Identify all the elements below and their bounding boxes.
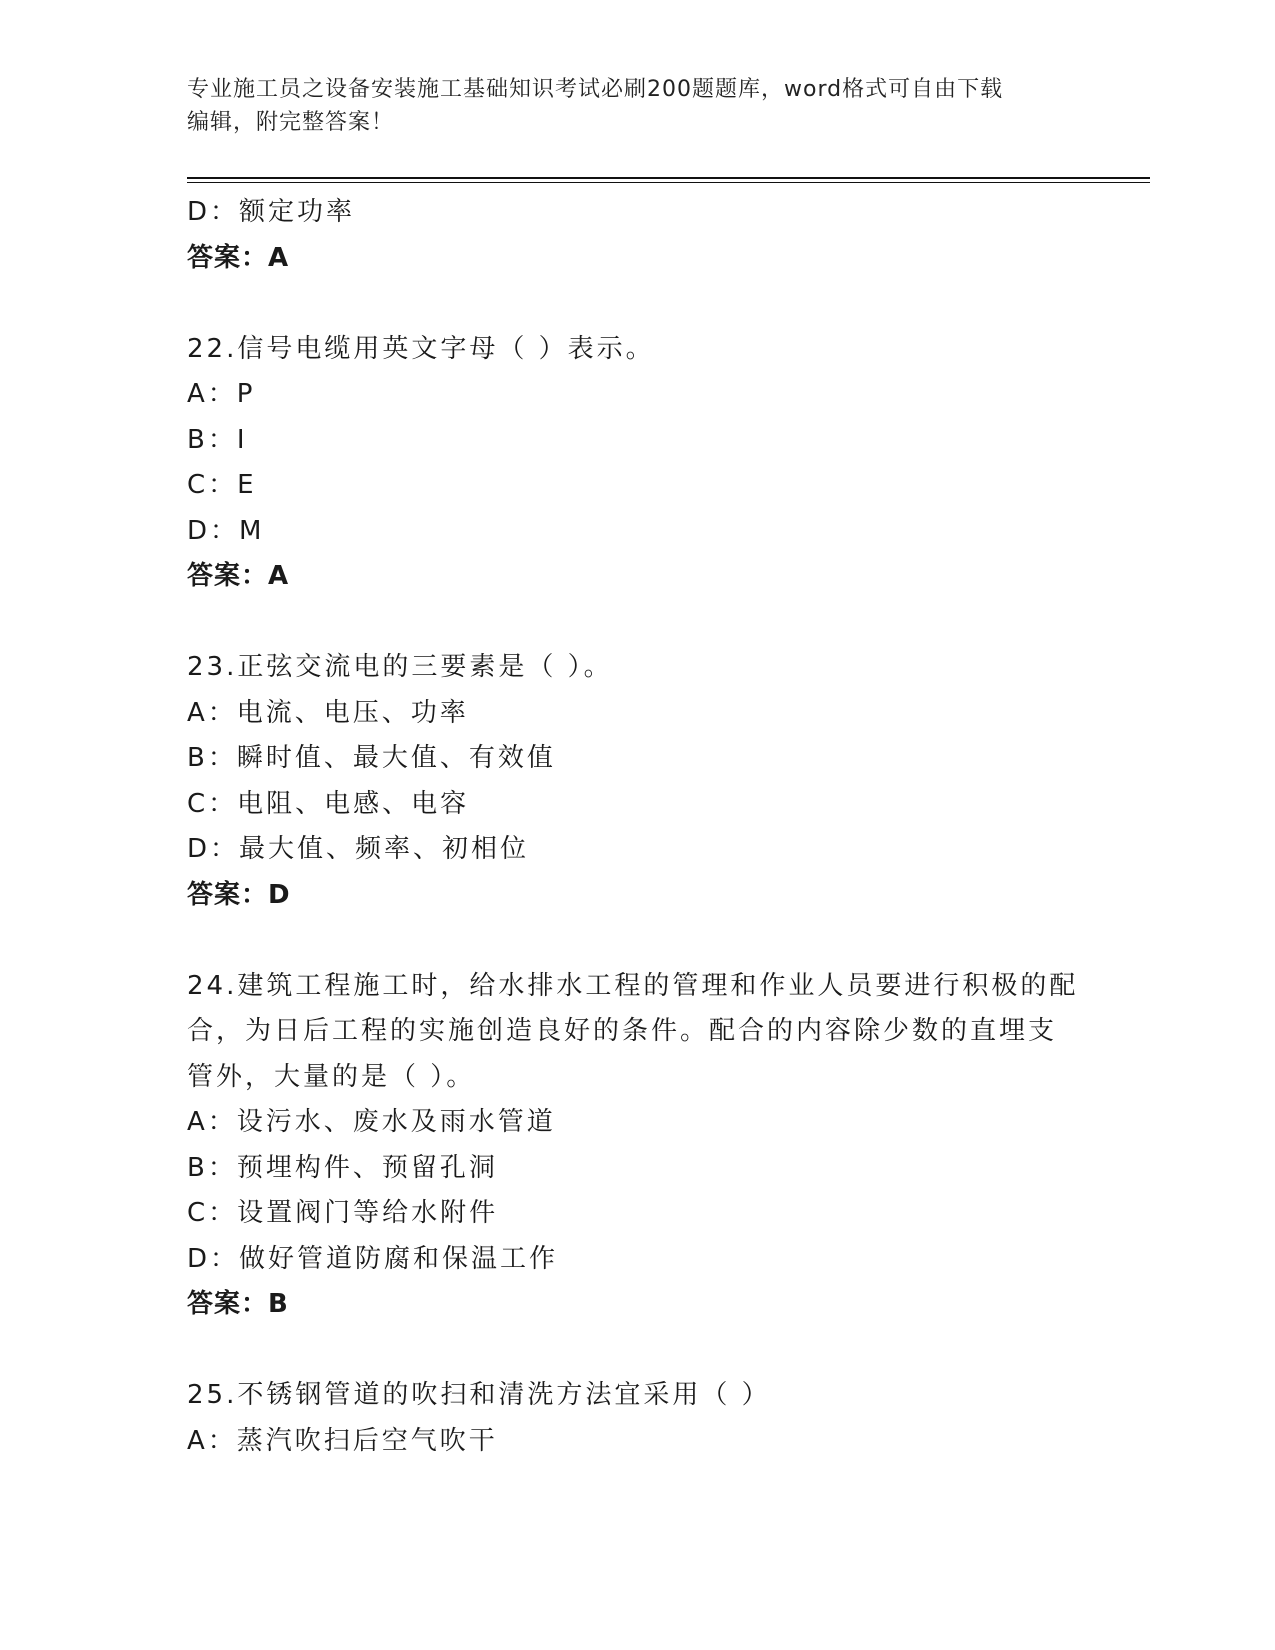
answer: 答案：D: [187, 879, 291, 910]
option-c: C：设置阀门等给水附件: [187, 1198, 499, 1228]
q21-option-d: D：额定功率: [187, 197, 356, 227]
document-header: [187, 73, 1087, 139]
option-b: B：预埋构件、预留孔洞: [187, 1152, 498, 1183]
question-23: [187, 645, 1087, 918]
question-text-line-1: 24.建筑工程施工时，给水排水工程的管理和作业人员要进行积极的配: [187, 970, 1079, 1001]
header-line-2: 编辑，附完整答案！: [187, 110, 395, 135]
question-24: [187, 964, 1087, 1328]
spacer: [187, 918, 1087, 964]
spacer: [187, 281, 1087, 327]
question-text-line-2: 合，为日后工程的实施创造良好的条件。配合的内容除少数的直埋支: [187, 1016, 1058, 1046]
question-25: [187, 1373, 1087, 1464]
option-d: D：M: [187, 515, 265, 546]
spacer: [187, 600, 1087, 646]
header-line-1: 专业施工员之设备安装施工基础知识考试必刷200题题库，word格式可自由下载: [187, 77, 1004, 102]
spacer: [187, 1328, 1087, 1374]
option-d: D：做好管道防腐和保温工作: [187, 1243, 559, 1274]
option-c: C：电阻、电感、电容: [187, 788, 470, 819]
option-a: A：电流、电压、功率: [187, 697, 469, 728]
header-divider-thick: [187, 177, 1150, 179]
option-b: B：瞬时值、最大值、有效值: [187, 743, 556, 773]
option-a: A：设污水、废水及雨水管道: [187, 1107, 556, 1137]
question-22: [187, 327, 1087, 600]
option-a: A：蒸汽吹扫后空气吹干: [187, 1425, 498, 1456]
option-a: A：P: [187, 379, 256, 409]
question-text: 22.信号电缆用英文字母（ ）表示。: [187, 333, 655, 364]
question-text: 23.正弦交流电的三要素是（ ）。: [187, 652, 613, 682]
q21-answer: 答案：A: [187, 242, 290, 273]
question-text-line-3: 管外，大量的是（ ）。: [187, 1061, 476, 1092]
option-d: D：最大值、频率、初相位: [187, 834, 530, 864]
answer: 答案：B: [187, 1289, 289, 1319]
answer: 答案：A: [187, 561, 290, 591]
question-list: [187, 190, 1087, 1464]
option-b: B：I: [187, 424, 248, 455]
option-c: C：E: [187, 470, 257, 500]
header-divider-thin: [187, 182, 1150, 183]
question-text: 25.不锈钢管道的吹扫和清洗方法宜采用（ ）: [187, 1380, 771, 1410]
